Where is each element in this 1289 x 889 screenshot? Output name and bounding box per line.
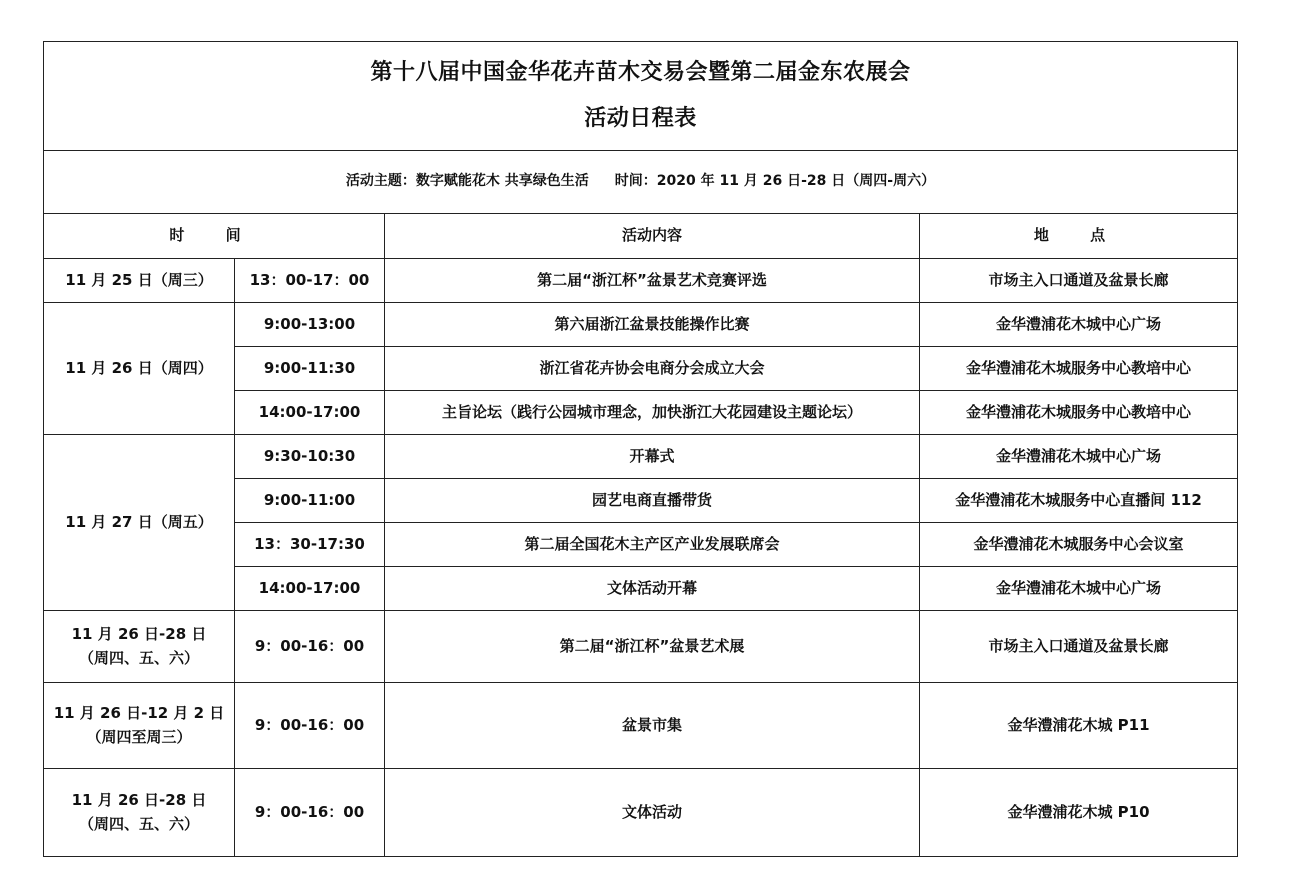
table-row bbox=[44, 259, 1238, 303]
header-location: 地 点 bbox=[920, 214, 1238, 259]
date-cell: 11 月 26 日（周四） bbox=[44, 303, 235, 435]
activity-cell: 文体活动开幕 bbox=[385, 567, 920, 611]
time-cell: 9:00-11:00 bbox=[235, 479, 385, 523]
activity-cell: 第六届浙江盆景技能操作比赛 bbox=[385, 303, 920, 347]
time-cell: 9：00-16：00 bbox=[235, 611, 385, 683]
schedule-table bbox=[43, 41, 1238, 857]
header-time: 时 间 bbox=[44, 214, 385, 259]
title-cell bbox=[44, 42, 1238, 151]
table-row bbox=[44, 303, 1238, 347]
title-line2: 活动日程表 bbox=[584, 106, 697, 131]
location-cell: 金华澧浦花木城服务中心教培中心 bbox=[920, 391, 1238, 435]
date-cell bbox=[44, 683, 235, 769]
location-cell: 金华澧浦花木城 P11 bbox=[920, 683, 1238, 769]
weekday-range: （周四至周三） bbox=[86, 727, 192, 746]
activity-cell: 主旨论坛（践行公园城市理念，加快浙江大花园建设主题论坛） bbox=[385, 391, 920, 435]
header-content: 活动内容 bbox=[385, 214, 920, 259]
table-row bbox=[44, 435, 1238, 479]
event-theme: 活动主题：数字赋能花木 共享绿色生活 bbox=[345, 173, 589, 190]
date-range: 11 月 26 日-28 日 bbox=[71, 625, 207, 644]
time-cell: 14:00-17:00 bbox=[235, 567, 385, 611]
table-row bbox=[44, 683, 1238, 769]
location-cell: 金华澧浦花木城服务中心会议室 bbox=[920, 523, 1238, 567]
time-cell: 13：30-17:30 bbox=[235, 523, 385, 567]
date-cell bbox=[44, 611, 235, 683]
location-cell: 金华澧浦花木城服务中心直播间 112 bbox=[920, 479, 1238, 523]
time-cell: 9:30-10:30 bbox=[235, 435, 385, 479]
table-row bbox=[44, 611, 1238, 683]
location-cell: 金华澧浦花木城中心广场 bbox=[920, 567, 1238, 611]
date-cell bbox=[44, 769, 235, 857]
location-cell: 金华澧浦花木城中心广场 bbox=[920, 303, 1238, 347]
date-range: 11 月 26 日-28 日 bbox=[71, 791, 207, 810]
location-cell: 金华澧浦花木城服务中心教培中心 bbox=[920, 347, 1238, 391]
time-cell: 9:00-13:00 bbox=[235, 303, 385, 347]
event-time-range: 时间：2020 年 11 月 26 日-28 日（周四-周六） bbox=[614, 173, 936, 190]
title-line1: 第十八届中国金华花卉苗木交易会暨第二届金东农展会 bbox=[370, 60, 911, 85]
activity-cell: 园艺电商直播带货 bbox=[385, 479, 920, 523]
time-cell: 9:00-11:30 bbox=[235, 347, 385, 391]
activity-cell: 浙江省花卉协会电商分会成立大会 bbox=[385, 347, 920, 391]
date-cell: 11 月 25 日（周三） bbox=[44, 259, 235, 303]
weekday-range: （周四、五、六） bbox=[78, 648, 199, 667]
location-cell: 金华澧浦花木城 P10 bbox=[920, 769, 1238, 857]
subtitle-row bbox=[44, 151, 1238, 214]
location-cell: 市场主入口通道及盆景长廊 bbox=[920, 611, 1238, 683]
activity-cell: 第二届全国花木主产区产业发展联席会 bbox=[385, 523, 920, 567]
time-cell: 13：00-17：00 bbox=[235, 259, 385, 303]
date-cell: 11 月 27 日（周五） bbox=[44, 435, 235, 611]
weekday-range: （周四、五、六） bbox=[78, 814, 199, 833]
activity-cell: 第二届“浙江杯”盆景艺术展 bbox=[385, 611, 920, 683]
header-row bbox=[44, 214, 1238, 259]
activity-cell: 第二届“浙江杯”盆景艺术竞赛评选 bbox=[385, 259, 920, 303]
subtitle-cell bbox=[44, 151, 1238, 214]
schedule-sheet bbox=[43, 41, 1237, 857]
activity-cell: 盆景市集 bbox=[385, 683, 920, 769]
time-cell: 9：00-16：00 bbox=[235, 769, 385, 857]
time-cell: 14:00-17:00 bbox=[235, 391, 385, 435]
time-cell: 9：00-16：00 bbox=[235, 683, 385, 769]
location-cell: 金华澧浦花木城中心广场 bbox=[920, 435, 1238, 479]
location-cell: 市场主入口通道及盆景长廊 bbox=[920, 259, 1238, 303]
activity-cell: 文体活动 bbox=[385, 769, 920, 857]
activity-cell: 开幕式 bbox=[385, 435, 920, 479]
table-row bbox=[44, 769, 1238, 857]
title-row bbox=[44, 42, 1238, 151]
date-range: 11 月 26 日-12 月 2 日 bbox=[53, 704, 225, 723]
